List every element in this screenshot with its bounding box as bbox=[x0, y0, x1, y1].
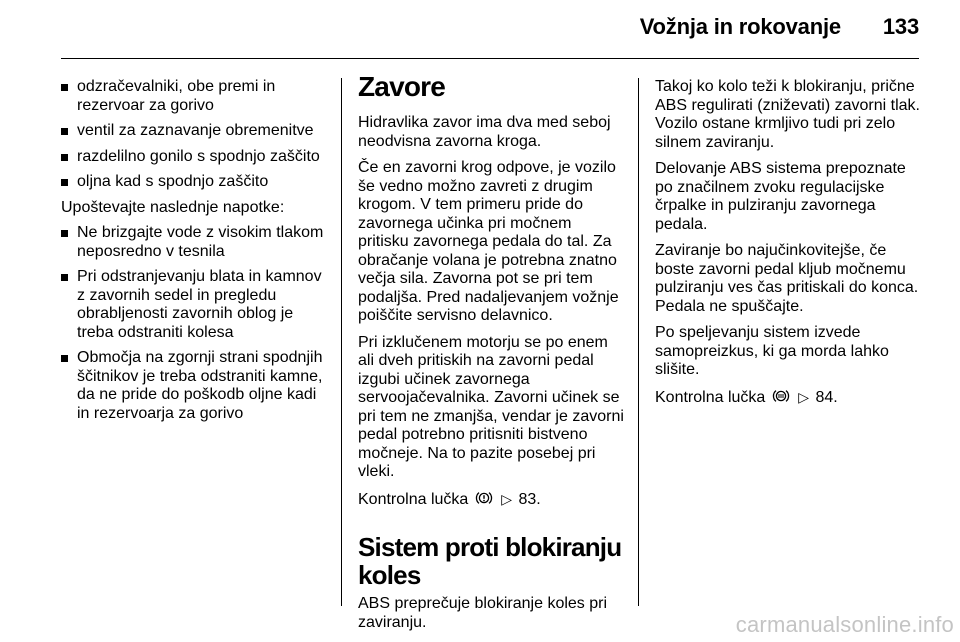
column-middle bbox=[358, 71, 626, 640]
paragraph: Delovanje ABS sistema prepoznate po značilnem zvoku regulacijske črpalke in pulziranju zavornega pedala. bbox=[655, 160, 906, 233]
page-header bbox=[640, 14, 919, 40]
notes-list bbox=[61, 224, 327, 423]
abs-warning-lamp-icon bbox=[772, 388, 790, 410]
page-reference-arrow-icon: ▷ bbox=[501, 490, 512, 507]
brake-lamp-reference: Kontrolna lučka ▷ 83. bbox=[358, 490, 626, 512]
header-rule bbox=[61, 58, 919, 59]
column-right bbox=[655, 78, 923, 417]
paragraph: Pri izklučenem motorju se po enem ali dveh pritiskih na zavorni pedal izgubi učinek zavornega servoojačevalnika. Zavorni učinek se pri tem ne zmanjša, vendar je zavorni pedal potrebno pritisniti bistveno močneje. Na to pazite posebej pri vleki. bbox=[358, 333, 624, 480]
inspection-list bbox=[61, 78, 327, 192]
notes-intro: Upoštevajte naslednje napotke: bbox=[61, 198, 285, 216]
paragraph: Po speljevanju sistem izvede samopreizkus, ki ga morda lahko slišite. bbox=[655, 324, 889, 378]
page-number: 133 bbox=[882, 14, 919, 39]
list-item: Pri odstranjevanju blata in kamnov z zavornih sedel in pregledu obrabljenosti zavornih oblog je treba odstraniti kolesa bbox=[61, 268, 327, 342]
column-divider bbox=[341, 78, 342, 606]
paragraph: Takoj ko kolo teži k blokiranju, prične ABS regulirati (zniževati) zavorni tlak. Vozilo ostane krmljivo tudi pri zelo silnem zaviranju. bbox=[655, 78, 920, 151]
abs-lamp-reference: Kontrolna lučka ▷ 84. bbox=[655, 388, 923, 410]
column-left bbox=[61, 78, 327, 430]
list-item: oljna kad s spodnjo zaščito bbox=[61, 173, 327, 192]
page-reference[interactable]: 84. bbox=[815, 388, 838, 406]
paragraph: Hidravlika zavor ima dva med seboj neodvisna zavorna kroga. bbox=[358, 114, 611, 150]
section-heading-abs: Sistem proti blokiranju koles bbox=[358, 532, 622, 590]
paragraph: ABS preprečuje blokiranje koles pri zaviranju. bbox=[358, 595, 608, 631]
list-item: Ne brizgajte vode z visokim tlakom neposredno v tesnila bbox=[61, 224, 327, 261]
page-reference-arrow-icon: ▷ bbox=[798, 388, 809, 405]
chapter-title: Vožnja in rokovanje bbox=[639, 14, 841, 39]
watermark: carmanualsonline.info bbox=[735, 612, 954, 637]
column-divider bbox=[638, 78, 639, 606]
page-reference[interactable]: 83. bbox=[518, 490, 541, 508]
paragraph: Zaviranje bo najučinkovitejše, če boste zavorni pedal kljub močnemu pulziranju ves čas pritiskali do konca. Pedala ne spuščajte. bbox=[655, 242, 919, 315]
list-item: razdelilno gonilo s spodnjo zaščito bbox=[61, 148, 327, 167]
brake-warning-lamp-icon bbox=[475, 490, 493, 512]
section-heading-brakes: Zavore bbox=[358, 71, 446, 102]
paragraph: Če en zavorni krog odpove, je vozilo še vedno možno zavreti z drugim krogom. V tem primeru pride do zavornega učinka pri močnem pritisku zavornega pedala do tal. Za obračanje volana je potrebna znatno večja sila. Zavorna pot se pri tem podaljša. Pred nadaljevanjem vožnje poiščite servisno delavnico. bbox=[358, 159, 619, 324]
list-item: ventil za zaznavanje obremenitve bbox=[61, 122, 327, 141]
list-item: Območja na zgornji strani spodnjih ščitnikov je treba odstraniti kamne, da ne pride do poškodb oljne kadi in rezervoarja za gorivo bbox=[61, 349, 327, 423]
list-item: odzračevalniki, obe premi in rezervoar za gorivo bbox=[61, 78, 327, 115]
